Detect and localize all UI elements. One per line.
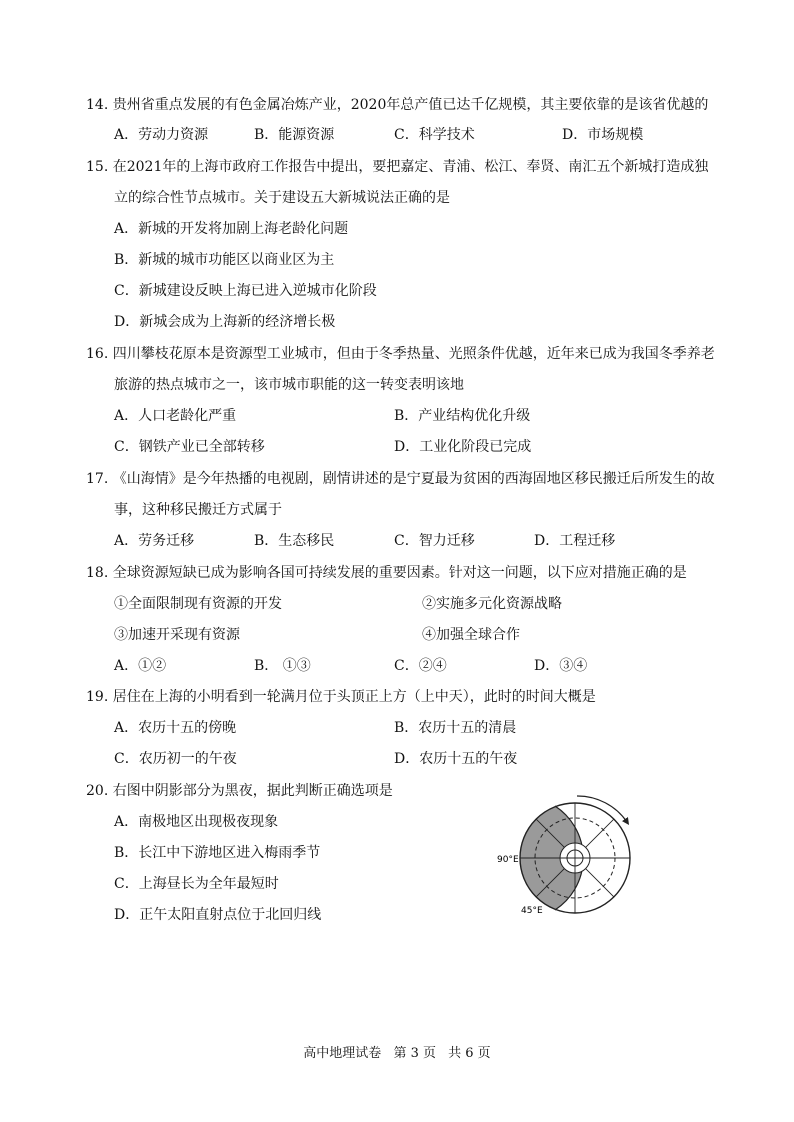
option-c[interactable]: C．农历初一的午夜 — [114, 751, 237, 767]
option-c[interactable]: C．上海昼长为全年最短时 — [114, 876, 279, 892]
option-a[interactable]: A．①② — [114, 658, 167, 674]
option-d[interactable]: D．市场规模 — [562, 127, 644, 143]
option-d[interactable]: D．农历十五的午夜 — [394, 751, 518, 767]
question-stem: 16. 四川攀枝花原本是资源型工业城市，但由于冬季热量、光照条件优越，近年来已成为我国冬季养老 — [86, 346, 715, 362]
statement-4: ④加强全球合作 — [422, 627, 520, 643]
option-b[interactable]: B．生态移民 — [254, 533, 335, 549]
question-stem: 17. 《山海情》是今年热播的电视剧，剧情讲述的是宁夏最为贫困的西海固地区移民搬迁后所发生的故 — [86, 471, 715, 487]
option-a[interactable]: A．农历十五的傍晚 — [114, 720, 237, 736]
option-b[interactable]: B．新城的城市功能区以商业区为主 — [114, 252, 335, 268]
option-c[interactable]: C．钢铁产业已全部转移 — [114, 439, 265, 455]
question-stem-continued: 事，这种移民搬迁方式属于 — [114, 502, 282, 518]
footer-page: 第 3 页 — [393, 1046, 436, 1061]
option-c[interactable]: C．②④ — [394, 658, 447, 674]
option-b[interactable]: B．能源资源 — [254, 127, 335, 143]
question-stem-continued: 旅游的热点城市之一，该市城市职能的这一转变表明该地 — [114, 377, 464, 393]
option-b[interactable]: B． ①③ — [254, 658, 311, 674]
option-d[interactable]: D．③④ — [534, 658, 588, 674]
question-stem-continued: 立的综合性节点城市。关于建设五大新城说法正确的是 — [114, 190, 450, 206]
option-b[interactable]: B．产业结构优化升级 — [394, 408, 531, 424]
option-a[interactable]: A．劳动力资源 — [114, 127, 209, 143]
polar-view-globe-figure — [495, 790, 645, 920]
option-a[interactable]: A．劳务迁移 — [114, 533, 195, 549]
footer-title: 高中地理试卷 — [303, 1046, 382, 1061]
option-c[interactable]: C．新城建设反映上海已进入逆城市化阶段 — [114, 283, 377, 299]
statement-1: ①全面限制现有资源的开发 — [114, 596, 282, 612]
option-d[interactable]: D．新城会成为上海新的经济增长极 — [114, 314, 336, 330]
footer-total: 共 6 页 — [448, 1046, 491, 1061]
question-stem: 20. 右图中阴影部分为黑夜，据此判断正确选项是 — [86, 783, 393, 799]
statement-2: ②实施多元化资源战略 — [422, 596, 562, 612]
statement-3: ③加速开采现有资源 — [114, 627, 240, 643]
option-b[interactable]: B．农历十五的清晨 — [394, 720, 517, 736]
question-stem: 14. 贵州省重点发展的有色金属冶炼产业，2020年总产值已达千亿规模，其主要依靠的是该省优越的 — [86, 97, 709, 113]
label-45e: 45°E — [521, 906, 543, 916]
question-stem: 18. 全球资源短缺已成为影响各国可持续发展的重要因素。针对这一问题，以下应对措施正确的是 — [86, 565, 687, 581]
option-d[interactable]: D．工程迁移 — [534, 533, 616, 549]
option-a[interactable]: A．人口老龄化严重 — [114, 408, 237, 424]
question-stem: 19. 居住在上海的小明看到一轮满月位于头顶正上方（上中天），此时的时间大概是 — [86, 689, 596, 705]
option-a[interactable]: A．南极地区出现极夜现象 — [114, 814, 279, 830]
page-footer — [0, 1042, 794, 1061]
option-d[interactable]: D．工业化阶段已完成 — [394, 439, 532, 455]
option-c[interactable]: C．科学技术 — [394, 127, 475, 143]
option-b[interactable]: B．长江中下游地区进入梅雨季节 — [114, 845, 321, 861]
rotation-arrow-icon — [577, 796, 627, 822]
label-90e: 90°E — [497, 855, 519, 865]
option-d[interactable]: D．正午太阳直射点位于北回归线 — [114, 907, 322, 923]
question-stem: 15. 在2021年的上海市政府工作报告中提出，要把嘉定、青浦、松江、奉贤、南汇五个新城打造成独 — [86, 159, 709, 175]
option-c[interactable]: C．智力迁移 — [394, 533, 475, 549]
option-a[interactable]: A．新城的开发将加剧上海老龄化问题 — [114, 221, 349, 237]
